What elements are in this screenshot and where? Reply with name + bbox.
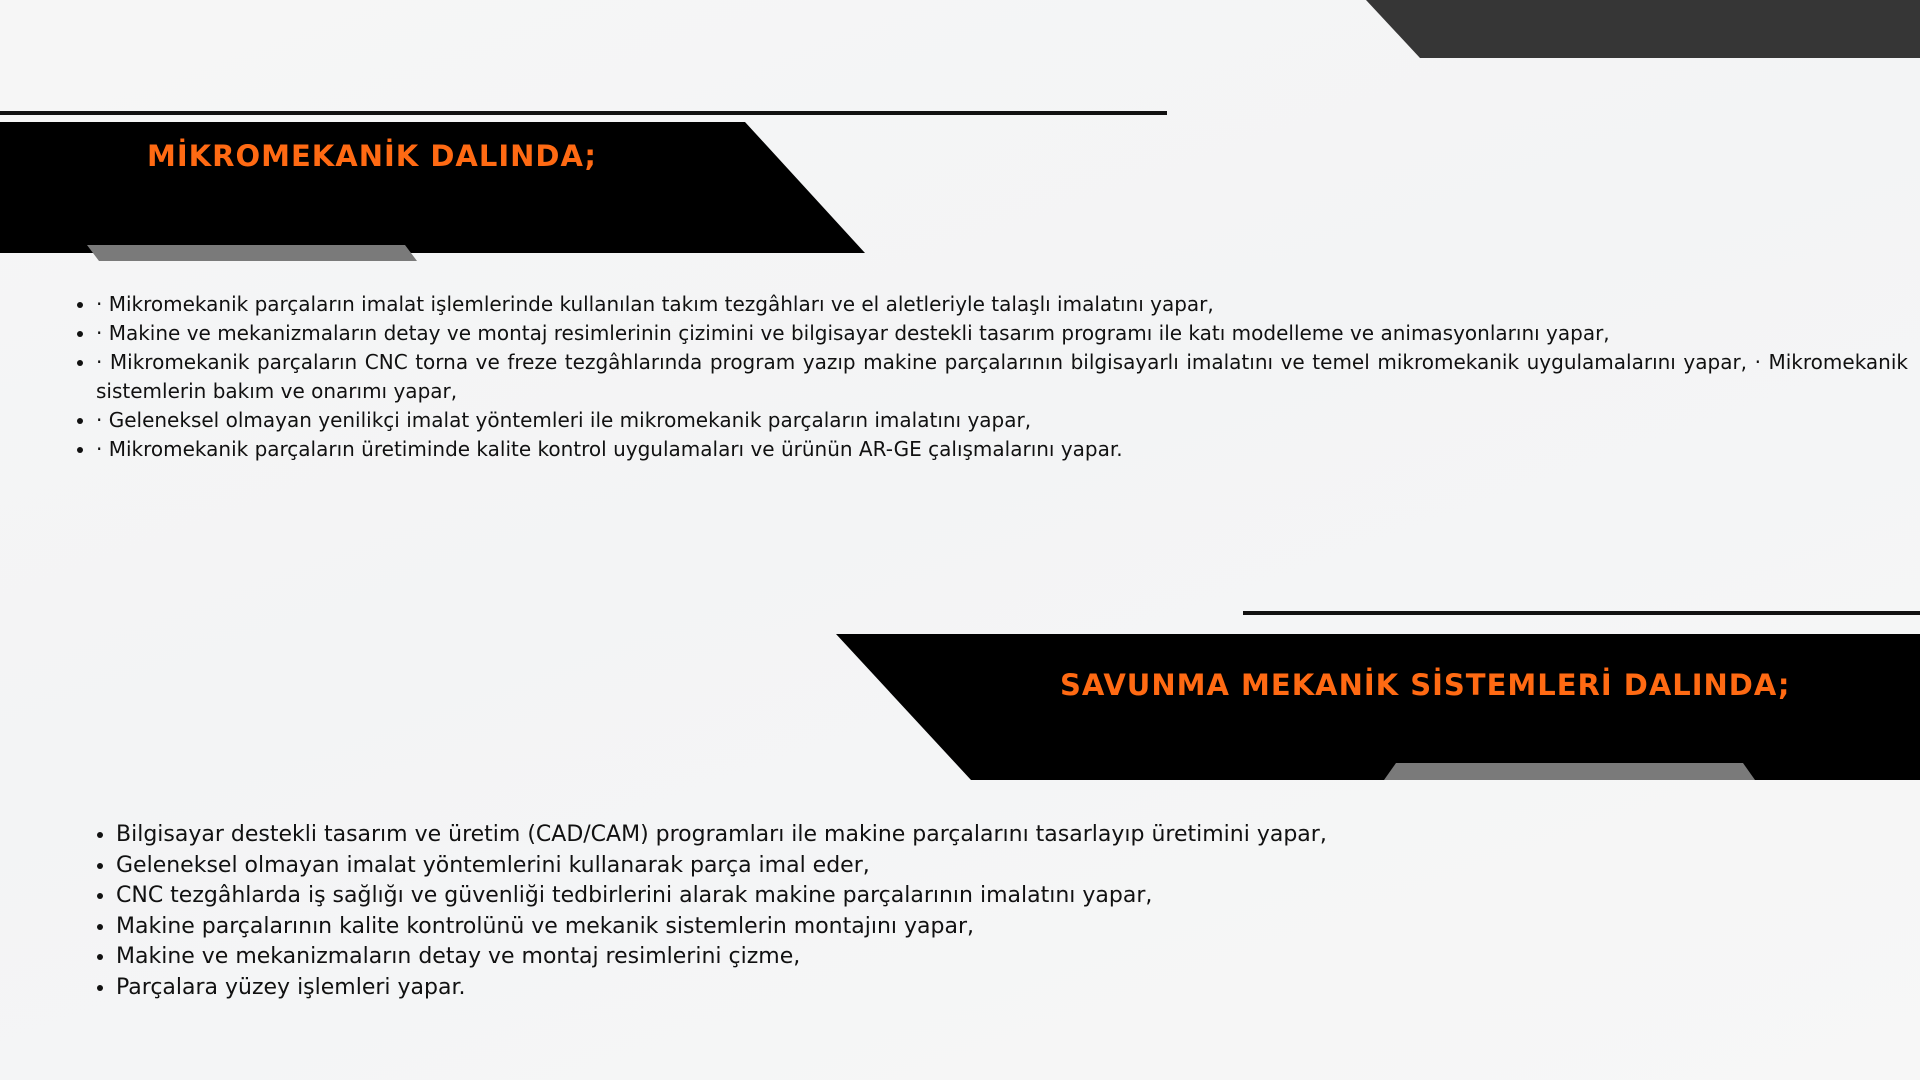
list-item: • · Mikromekanik parçaların üretiminde kalite kontrol uygulamaları ve ürünün AR-GE çalışmalarını yapar. (96, 435, 1908, 464)
top-right-decor-band (1366, 0, 1920, 58)
list-item: • Makine parçalarının kalite kontrolünü ve mekanik sistemlerin montajını yapar, (116, 912, 1516, 943)
section-2-heading: SAVUNMA MEKANİK SİSTEMLERİ DALINDA; (1060, 668, 1791, 702)
section-1-list (74, 290, 1908, 464)
list-item: • Bilgisayar destekli tasarım ve üretim (CAD/CAM) programları ile makine parçalarını tasarlayıp üretimini yapar, (116, 820, 1516, 851)
section-1-divider-line (0, 111, 1167, 115)
section-1-heading: MİKROMEKANİK DALINDA; (147, 139, 598, 173)
list-item: • Makine ve mekanizmaların detay ve montaj resimlerini çizme, (116, 942, 1516, 973)
list-item: • · Geleneksel olmayan yenilikçi imalat yöntemleri ile mikromekanik parçaların imalatını yapar, (96, 406, 1908, 435)
list-item: • CNC tezgâhlarda iş sağlığı ve güvenliği tedbirlerini alarak makine parçalarının imalatını yapar, (116, 881, 1516, 912)
list-item: • · Mikromekanik parçaların imalat işlemlerinde kullanılan takım tezgâhları ve el aletleriyle talaşlı imalatını yapar, (96, 290, 1908, 319)
section-2-banner (836, 634, 1920, 780)
section-1-banner-accent (87, 245, 417, 261)
section-2-list (92, 820, 1516, 1004)
list-item: • Parçalara yüzey işlemleri yapar. (116, 973, 1516, 1004)
section-2-banner-accent (1384, 763, 1755, 780)
list-item: • · Makine ve mekanizmaların detay ve montaj resimlerinin çizimini ve bilgisayar destekli tasarım programı ile katı modelleme ve animasyonlarını yapar, (96, 319, 1908, 348)
list-item: • · Mikromekanik parçaların CNC torna ve freze tezgâhlarında program yazıp makine parçalarının bilgisayarlı imalatını ve temel mikromekanik uygulamalarını yapar, · Mikromekanik sistemlerin bakım ve onarımı yapar, (96, 348, 1908, 406)
list-item: • Geleneksel olmayan imalat yöntemlerini kullanarak parça imal eder, (116, 851, 1516, 882)
section-2-divider-line (1243, 611, 1920, 615)
